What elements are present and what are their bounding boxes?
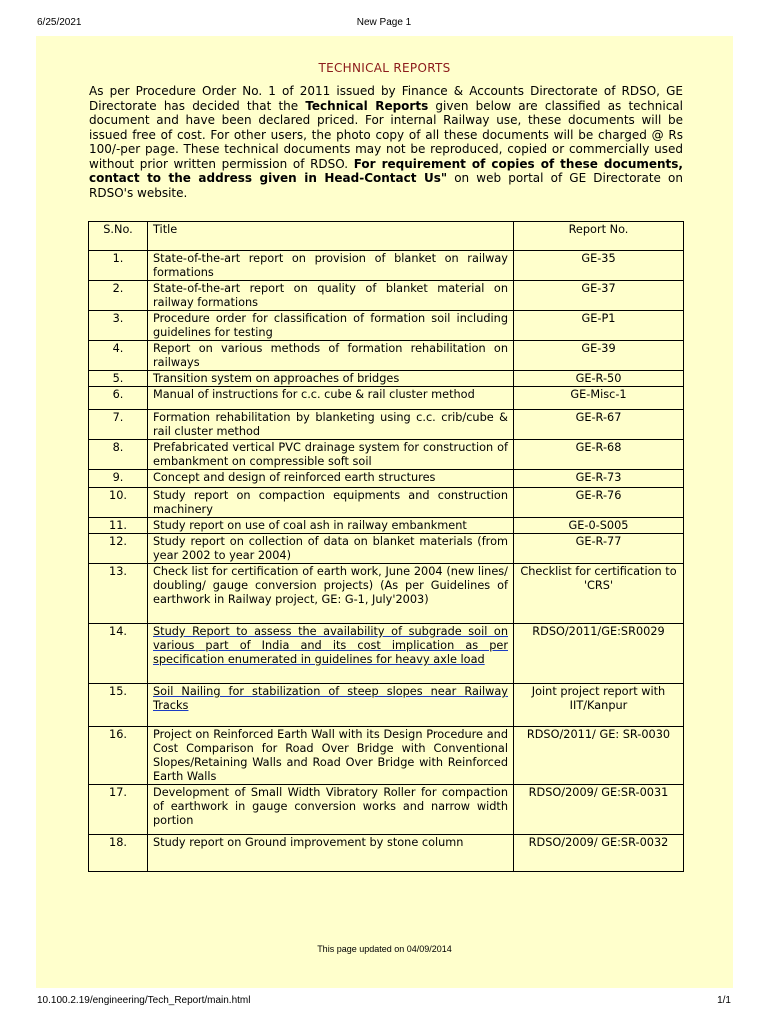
- row-report-no: GE-R-67: [514, 410, 684, 440]
- row-report-no: GE-39: [514, 341, 684, 371]
- row-sno: 9.: [89, 470, 148, 488]
- report-link[interactable]: Soil Nailing for stabilization of steep slopes near Railway Tracks: [153, 685, 508, 712]
- row-sno: 7.: [89, 410, 148, 440]
- header-title: Title: [148, 222, 514, 251]
- print-page-number: 1/1: [717, 995, 731, 1006]
- row-title: Prefabricated vertical PVC drainage system for construction of embankment on compressible soft soil: [148, 440, 514, 470]
- row-sno: 3.: [89, 311, 148, 341]
- table-row: [89, 624, 684, 684]
- print-page-title: New Page 1: [356, 17, 412, 28]
- intro-text-1: As per Procedure Order No. 1 of 2011 issued by Finance & Accounts Directorate of RDSO, GE Directorate has decided that the: [89, 84, 683, 113]
- table-row: [89, 564, 684, 624]
- table-row: [89, 371, 684, 387]
- table-row: [89, 518, 684, 534]
- intro-bold-1: Technical Reports: [305, 98, 429, 113]
- row-sno: 5.: [89, 371, 148, 387]
- row-report-no: GE-37: [514, 281, 684, 311]
- row-title-cell: [148, 684, 514, 727]
- table-row: [89, 311, 684, 341]
- table-row: [89, 281, 684, 311]
- row-sno: 6.: [89, 387, 148, 410]
- row-sno: 17.: [89, 785, 148, 835]
- table-row: [89, 387, 684, 410]
- row-title: Report on various methods of formation rehabilitation on railways: [148, 341, 514, 371]
- table-header-row: [89, 222, 684, 251]
- row-title-cell: [148, 624, 514, 684]
- row-sno: 12.: [89, 534, 148, 564]
- row-title: Study report on collection of data on blanket materials (from year 2002 to year 2004): [148, 534, 514, 564]
- page-heading: TECHNICAL REPORTS: [318, 61, 451, 75]
- row-report-no: RDSO/2011/GE:SR0029: [514, 624, 684, 684]
- row-title: Manual of instructions for c.c. cube & rail cluster method: [148, 387, 514, 410]
- table-row: [89, 835, 684, 872]
- row-report-no: GE-0-S005: [514, 518, 684, 534]
- print-footer: [37, 995, 731, 1009]
- row-sno: 1.: [89, 251, 148, 281]
- table-row: [89, 470, 684, 488]
- row-title: State-of-the-art report on quality of blanket material on railway formations: [148, 281, 514, 311]
- row-sno: 16.: [89, 727, 148, 785]
- row-report-no: GE-R-50: [514, 371, 684, 387]
- row-sno: 18.: [89, 835, 148, 872]
- row-sno: 8.: [89, 440, 148, 470]
- intro-paragraph: [89, 84, 683, 200]
- table-row: [89, 488, 684, 518]
- row-report-no: GE-P1: [514, 311, 684, 341]
- document-page: [36, 36, 733, 988]
- row-title: Development of Small Width Vibratory Roller for compaction of earthwork in gauge conversion works and narrow width portion: [148, 785, 514, 835]
- row-report-no: GE-Misc-1: [514, 387, 684, 410]
- row-report-no: GE-R-68: [514, 440, 684, 470]
- row-title: Procedure order for classification of formation soil including guidelines for testing: [148, 311, 514, 341]
- row-title: Study report on Ground improvement by stone column: [148, 835, 514, 872]
- header-report-no: Report No.: [514, 222, 684, 251]
- updated-note: This page updated on 04/09/2014: [317, 944, 452, 954]
- intro-bold-2: For requirement of copies of these documents, contact to the address given in Head-Contact Us": [89, 156, 683, 185]
- row-sno: 2.: [89, 281, 148, 311]
- intro-text-3: on web portal of GE Directorate on RDSO's website.: [89, 171, 683, 200]
- table-row: [89, 341, 684, 371]
- table-row: [89, 440, 684, 470]
- row-sno: 4.: [89, 341, 148, 371]
- row-title: Concept and design of reinforced earth structures: [148, 470, 514, 488]
- row-report-no: GE-R-77: [514, 534, 684, 564]
- print-date: 6/25/2021: [37, 17, 82, 28]
- row-report-no: RDSO/2009/ GE:SR-0032: [514, 835, 684, 872]
- row-report-no: RDSO/2009/ GE:SR-0031: [514, 785, 684, 835]
- row-sno: 14.: [89, 624, 148, 684]
- row-report-no: GE-R-76: [514, 488, 684, 518]
- reports-table: [88, 221, 684, 872]
- row-report-no: Joint project report with IIT/Kanpur: [514, 684, 684, 727]
- row-title: Study report on use of coal ash in railway embankment: [148, 518, 514, 534]
- report-link[interactable]: Study Report to assess the availability of subgrade soil on various part of India and its cost implication as per specification enumerated in guidelines for heavy axle load: [153, 625, 508, 666]
- row-report-no: GE-35: [514, 251, 684, 281]
- row-title: Project on Reinforced Earth Wall with its Design Procedure and Cost Comparison for Road Over Bridge with Conventional Slopes/Retaining Walls and Road Over Bridge with Reinforced Earth Walls: [148, 727, 514, 785]
- intro-text-2: given below are classified as technical document and have been declared priced. For internal Railway use, these documents will be issued free of cost. For other users, the photo copy of all these documents will be charged @ Rs 100/-per page. These technical documents may not be reproduced, copied or commercially used without prior written permission of RDSO.: [89, 98, 683, 171]
- row-report-no: RDSO/2011/ GE: SR-0030: [514, 727, 684, 785]
- row-sno: 15.: [89, 684, 148, 727]
- table-row: [89, 727, 684, 785]
- row-report-no: GE-R-73: [514, 470, 684, 488]
- row-sno: 13.: [89, 564, 148, 624]
- row-sno: 11.: [89, 518, 148, 534]
- row-title: Study report on compaction equipments and construction machinery: [148, 488, 514, 518]
- row-title: State-of-the-art report on provision of blanket on railway formations: [148, 251, 514, 281]
- table-row: [89, 534, 684, 564]
- table-row: [89, 410, 684, 440]
- row-title: Transition system on approaches of bridges: [148, 371, 514, 387]
- row-title: Formation rehabilitation by blanketing using c.c. crib/cube & rail cluster method: [148, 410, 514, 440]
- row-report-no: Checklist for certification to 'CRS': [514, 564, 684, 624]
- table-row: [89, 251, 684, 281]
- table-row: [89, 785, 684, 835]
- row-sno: 10.: [89, 488, 148, 518]
- header-sno: S.No.: [89, 222, 148, 251]
- row-title: Check list for certification of earth work, June 2004 (new lines/ doubling/ gauge conversion projects) (As per Guidelines of earthwork in Railway project, GE: G-1, July'2003): [148, 564, 514, 624]
- table-row: [89, 684, 684, 727]
- print-header: [37, 17, 731, 31]
- print-url: 10.100.2.19/engineering/Tech_Report/main.html: [37, 995, 251, 1006]
